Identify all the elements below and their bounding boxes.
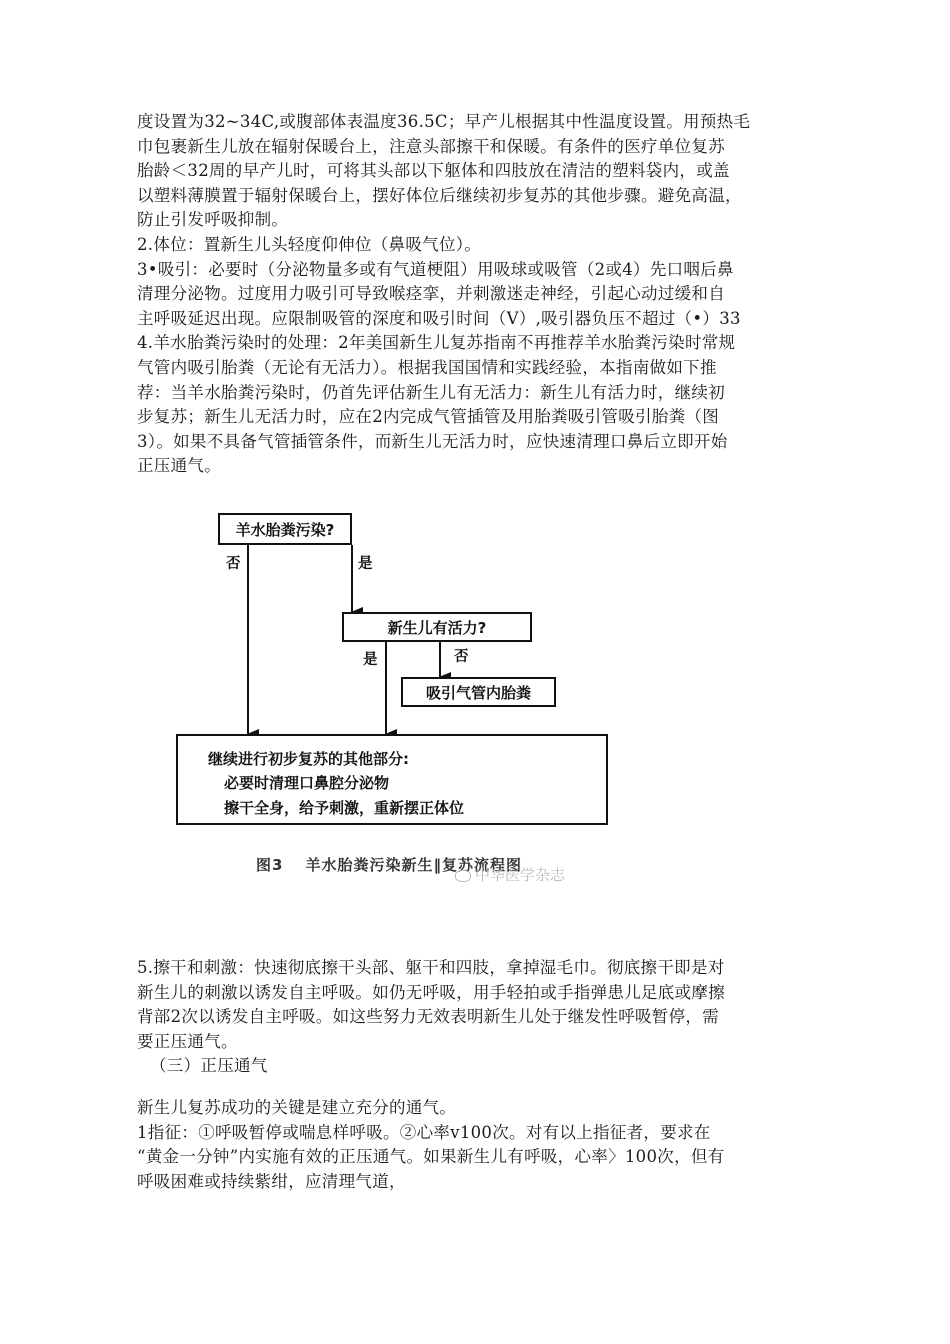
decision-meconium-box: 羊水胎粪污染? — [218, 513, 352, 545]
figure-caption — [256, 854, 522, 875]
yes-label-2: 是 — [363, 652, 378, 668]
text-line: 5.擦干和刺激：快速彻底擦干头部、躯干和四肢，拿掉湿毛巾。彻底擦干即是对 — [137, 958, 725, 977]
text-line: 主呼吸延迟出现。应限制吸管的深度和吸引时间（V）,吸引器负压不超过（•）33 — [137, 308, 741, 328]
text-line: 3）。如果不具备气管插管条件，而新生儿无活力时，应快速清理口鼻后立即开始 — [137, 431, 728, 451]
text-line: 气管内吸引胎粪（无论有无活力）。根据我国国情和实践经验，本指南做如下推 — [137, 357, 717, 377]
text-line: 步复苏；新生儿无活力时，应在2内完成气管插管及用胎粪吸引管吸引胎粪（图 — [137, 407, 719, 427]
watermark — [455, 864, 565, 885]
text-line: 背部2次以诱发自主呼吸。如这些努力无效表明新生儿处于继发性呼吸暂停，需 — [137, 1007, 719, 1027]
text-block-bottom — [137, 956, 837, 1079]
text-line: 防止引发呼吸抑制。 — [137, 210, 289, 230]
watermark-text: 中华医学杂志 — [475, 866, 566, 884]
no-label-2: 否 — [454, 649, 469, 665]
final-line-2: 擦干全身，给予刺激，重新摆正体位 — [224, 799, 465, 817]
text-line: 2.体位：置新生儿头轻度仰伸位（鼻吸气位）。 — [137, 234, 482, 254]
text-line: 荐：当羊水胎粪污染时，仍首先评估新生儿有无活力：新生儿有活力时，继续初 — [137, 382, 725, 402]
text-line: 呼吸困难或持续紫绀，应清理气道， — [137, 1171, 406, 1191]
text-block-top — [137, 110, 837, 479]
text-line: 巾包裹新生儿放在辐射保暖台上，注意头部擦干和保暖。有条件的医疗单位复苏 — [137, 136, 725, 156]
text-block-last — [137, 1096, 837, 1194]
text-line: 以塑料薄膜置于辐射保暖台上，摆好体位后继续初步复苏的其他步骤。避免高温， — [137, 185, 742, 205]
text-line: 正压通气。 — [137, 456, 221, 476]
text-line: 要正压通气。 — [137, 1031, 238, 1051]
text-line: 1指征：①呼吸暂停或喘息样呼吸。②心率v100次。对有以上指征者，要求在 — [137, 1122, 711, 1142]
text-line: 清理分泌物。过度用力吸引可导致喉痉挛，并刺激迷走神经，引起心动过缓和自 — [137, 284, 725, 304]
section-heading: （三）正压通气 — [150, 1056, 268, 1076]
figure-caption-text: 羊水胎粪污染新生‖复苏流程图 — [305, 856, 522, 874]
text-line: 度设置为32~34C,或腹部体表温度36.5C；早产儿根据其中性温度设置。用预热毛 — [137, 112, 751, 131]
final-steps-box — [176, 734, 608, 825]
final-title: 继续进行初步复苏的其他部分: — [208, 750, 409, 768]
wechat-icon — [455, 870, 471, 882]
text-line: “黄金一分钟”内实施有效的正压通气。如果新生儿有呼吸，心率〉100次，但有 — [137, 1147, 725, 1167]
text-line: 胎龄＜32周的早产儿时，可将其头部以下躯体和四肢放在清洁的塑料袋内，或盖 — [137, 161, 730, 181]
final-line-1: 必要时清理口鼻腔分泌物 — [224, 774, 390, 792]
decision-vigor-box: 新生儿有活力? — [342, 612, 532, 642]
text-line: 4.羊水胎粪污染时的处理：2年美国新生儿复苏指南不再推荐羊水胎粪污染时常规 — [137, 333, 736, 353]
yes-label-1: 是 — [358, 556, 373, 572]
text-line: 新生儿的刺激以诱发自主呼吸。如仍无呼吸，用手轻拍或手指弹患儿足底或摩擦 — [137, 982, 725, 1002]
no-label-1: 否 — [226, 556, 241, 572]
action-suction-box: 吸引气管内胎粪 — [401, 677, 556, 707]
text-line: 新生儿复苏成功的关键是建立充分的通气。 — [137, 1098, 457, 1117]
figure-number: 图3 — [256, 856, 284, 874]
text-line: 3•吸引：必要时（分泌物量多或有气道梗阻）用吸球或吸管（2或4）先口咽后鼻 — [137, 259, 734, 279]
arrow-no-1 — [218, 529, 248, 734]
